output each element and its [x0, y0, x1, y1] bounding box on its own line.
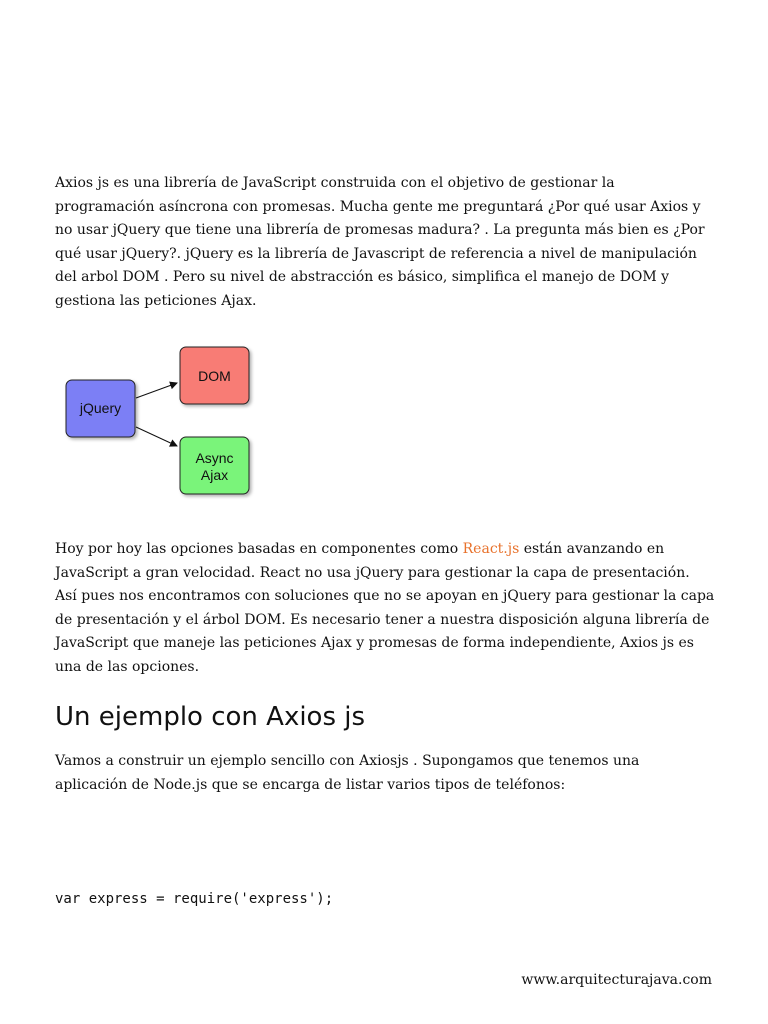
intro-paragraph: Axios js es una librería de JavaScript construida con el objetivo de gestionar la programación asíncrona con promesas. Mucha gente me preguntará ¿Por qué usar Axios y no usar jQuery que tiene una librería de promesas madura? . La pregunta más bien es ¿Por qué usar jQuery?. jQuery es la librería de Javascript de referencia a nivel de manipulación del arbol DOM . Pero su nivel de abstracción es básico, simplifica el manejo de DOM y gestiona las peticiones Ajax.: [55, 175, 705, 309]
jquery-diagram: [60, 342, 260, 502]
async-ajax-node-label-line2: Ajax: [200, 467, 229, 483]
jquery-node-label: jQuery: [79, 400, 122, 416]
components-paragraph: [55, 538, 715, 680]
example-paragraph: Vamos a construir un ejemplo sencillo con Axiosjs . Supongamos que tenemos una aplicación de Node.js que se encarga de listar varios tipos de teléfonos:: [55, 753, 640, 793]
components-paragraph-start: Hoy por hoy las opciones basadas en componentes como: [55, 541, 463, 557]
async-ajax-node-label-line1: Async: [195, 450, 234, 466]
footer-site: www.arquitecturajava.com: [521, 972, 712, 988]
dom-node-label: DOM: [198, 368, 231, 384]
arrow-to-ajax: [136, 427, 177, 446]
components-paragraph-end: están avanzando en JavaScript a gran velocidad. React no usa jQuery para gestionar la capa de presentación. Así pues nos encontramos con soluciones que no se apoyan en jQuery para gestionar la capa de presentación y el árbol DOM. Es necesario tener a nuestra disposición alguna librería de JavaScript que maneje las peticiones Ajax y promesas de forma independiente, Axios js es una de las opciones.: [55, 541, 715, 675]
reactjs-link[interactable]: React.js: [462, 541, 520, 557]
arrow-to-dom: [136, 383, 177, 398]
section-heading: Un ejemplo con Axios js: [55, 702, 366, 732]
code-line: var express = require('express');: [55, 891, 334, 907]
